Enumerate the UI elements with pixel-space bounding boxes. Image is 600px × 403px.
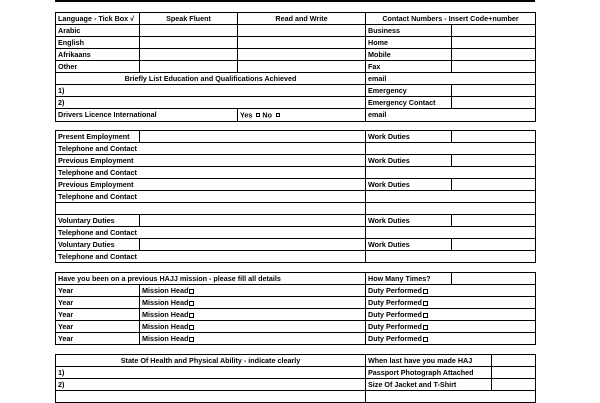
work-duties-label: Work Duties <box>366 155 452 167</box>
read-write-header: Read and Write <box>238 13 366 25</box>
contact-input[interactable] <box>452 49 536 61</box>
education-item-row <box>56 85 536 97</box>
read-write-cell[interactable] <box>238 49 366 61</box>
duty-performed-checkbox[interactable] <box>423 301 428 306</box>
mission-head-label: Mission Head <box>142 310 189 319</box>
voluntary-duties-input[interactable] <box>140 215 366 227</box>
yes-checkbox[interactable] <box>256 113 260 117</box>
mission-head-checkbox[interactable] <box>189 289 194 294</box>
duty-performed-checkbox[interactable] <box>423 313 428 318</box>
mission-head-checkbox[interactable] <box>189 325 194 330</box>
read-write-cell[interactable] <box>238 37 366 49</box>
contact-label: Mobile <box>366 49 452 61</box>
work-duties-continued[interactable] <box>366 227 536 239</box>
blank-cell[interactable] <box>56 203 366 215</box>
year-label[interactable]: Year <box>56 285 140 297</box>
hajj-row <box>56 321 536 333</box>
duty-performed-field <box>366 333 536 345</box>
duty-performed-label: Duty Performed <box>368 334 422 343</box>
contact-label: Emergency <box>366 85 452 97</box>
contact-label: email <box>366 109 536 122</box>
speak-fluent-cell[interactable] <box>140 37 238 49</box>
work-duties-label: Work Duties <box>366 131 452 143</box>
hajj-question: Have you been on a previous HAJJ mission - please fill all details <box>56 273 366 285</box>
duty-performed-label: Duty Performed <box>368 286 422 295</box>
language-row-other <box>56 61 536 73</box>
contact-input[interactable] <box>452 61 536 73</box>
contact-input[interactable] <box>452 25 536 37</box>
employment-row <box>56 227 536 239</box>
voluntary-duties-label: Voluntary Duties <box>56 239 140 251</box>
top-border-line <box>55 0 535 2</box>
hajj-header-row <box>56 273 536 285</box>
education-item-row <box>56 97 536 109</box>
previous-employment-label[interactable]: Previous Employment <box>56 179 366 191</box>
telephone-contact-label[interactable]: Telephone and Contact <box>56 167 366 179</box>
employment-row <box>56 191 536 203</box>
employment-table <box>55 130 536 263</box>
work-duties-input[interactable] <box>452 179 536 191</box>
work-duties-label: Work Duties <box>366 239 452 251</box>
mission-head-field <box>140 321 366 333</box>
hajj-row <box>56 309 536 321</box>
last-hajj-label: When last have you made HAJ <box>366 355 492 367</box>
health-header-row <box>56 355 536 367</box>
how-many-times-input[interactable] <box>452 273 536 285</box>
employment-row <box>56 215 536 227</box>
contact-label: Fax <box>366 61 452 73</box>
language-label: Arabic <box>56 25 140 37</box>
employment-row <box>56 167 536 179</box>
no-checkbox[interactable] <box>276 113 280 117</box>
duty-performed-field <box>366 321 536 333</box>
language-label: Afrikaans <box>56 49 140 61</box>
mission-head-field <box>140 285 366 297</box>
health-item-2[interactable]: 2) <box>56 379 366 391</box>
previous-employment-label[interactable]: Previous Employment <box>56 155 366 167</box>
employment-row <box>56 155 536 167</box>
hajj-mission-table <box>55 272 536 345</box>
employment-row <box>56 239 536 251</box>
health-row <box>56 379 536 391</box>
year-label[interactable]: Year <box>56 309 140 321</box>
work-duties-input[interactable] <box>452 239 536 251</box>
work-duties-label: Work Duties <box>366 215 452 227</box>
duty-performed-field <box>366 297 536 309</box>
work-duties-continued[interactable] <box>366 191 536 203</box>
duty-performed-checkbox[interactable] <box>423 337 428 342</box>
hajj-row <box>56 285 536 297</box>
language-label: English <box>56 37 140 49</box>
blank-cell[interactable] <box>366 203 536 215</box>
language-row-afrikaans <box>56 49 536 61</box>
work-duties-input[interactable] <box>452 215 536 227</box>
contact-input[interactable] <box>452 37 536 49</box>
employment-row <box>56 131 536 143</box>
yes-no-selector <box>238 109 366 122</box>
present-employment-label: Present Employment <box>56 131 140 143</box>
work-duties-continued[interactable] <box>366 167 536 179</box>
language-row-arabic <box>56 25 536 37</box>
education-item-2[interactable]: 2) <box>56 97 366 109</box>
mission-head-checkbox[interactable] <box>189 301 194 306</box>
voluntary-duties-input[interactable] <box>140 239 366 251</box>
duty-performed-label: Duty Performed <box>368 322 422 331</box>
language-header-row <box>56 13 536 25</box>
contact-label: Business <box>366 25 452 37</box>
mission-head-label: Mission Head <box>142 334 189 343</box>
work-duties-label: Work Duties <box>366 179 452 191</box>
telephone-contact-label[interactable]: Telephone and Contact <box>56 227 366 239</box>
contact-input[interactable] <box>452 85 536 97</box>
contact-label: Emergency Contact <box>366 97 452 109</box>
contact-input[interactable] <box>452 97 536 109</box>
health-title: State Of Health and Physical Ability - indicate clearly <box>56 355 366 367</box>
education-item-1[interactable]: 1) <box>56 85 366 97</box>
hajj-row <box>56 297 536 309</box>
mission-head-checkbox[interactable] <box>189 337 194 342</box>
voluntary-duties-label: Voluntary Duties <box>56 215 140 227</box>
work-duties-input[interactable] <box>452 155 536 167</box>
contact-label: email <box>366 73 536 85</box>
duty-performed-label: Duty Performed <box>368 310 422 319</box>
health-row <box>56 367 536 379</box>
language-row-english <box>56 37 536 49</box>
duty-performed-checkbox[interactable] <box>423 289 428 294</box>
mission-head-checkbox[interactable] <box>189 313 194 318</box>
health-spacer-row <box>56 391 536 403</box>
hajj-row <box>56 333 536 345</box>
telephone-contact-label[interactable]: Telephone and Contact <box>56 251 366 263</box>
year-label[interactable]: Year <box>56 321 140 333</box>
yes-label: Yes <box>240 110 253 120</box>
duty-performed-checkbox[interactable] <box>423 325 428 330</box>
employment-spacer-row <box>56 203 536 215</box>
health-table <box>55 354 536 403</box>
blank-cell[interactable] <box>56 391 366 403</box>
passport-photo-label: Passport Photograph Attached <box>366 367 492 379</box>
education-title: Briefly List Education and Qualifications Achieved <box>56 73 366 85</box>
employment-row <box>56 251 536 263</box>
mission-head-field <box>140 333 366 345</box>
duty-performed-label: Duty Performed <box>368 298 422 307</box>
telephone-contact-label[interactable]: Telephone and Contact <box>56 191 366 203</box>
no-label: No <box>262 110 272 120</box>
how-many-times-label: How Many Times? <box>366 273 452 285</box>
blank-cell[interactable] <box>366 391 536 403</box>
contact-label: Home <box>366 37 452 49</box>
mission-head-field <box>140 309 366 321</box>
read-write-cell[interactable] <box>238 61 366 73</box>
work-duties-input[interactable] <box>452 131 536 143</box>
health-item-1[interactable]: 1) <box>56 367 366 379</box>
drivers-licence-label: Drivers Licence International <box>56 109 238 122</box>
work-duties-continued[interactable] <box>366 251 536 263</box>
mission-head-label: Mission Head <box>142 286 189 295</box>
work-duties-continued[interactable] <box>366 143 536 155</box>
speak-fluent-header: Speak Fluent <box>140 13 238 25</box>
jacket-size-label: Size Of Jacket and T-Shirt <box>366 379 492 391</box>
telephone-contact-label[interactable]: Telephone and Contact <box>56 143 366 155</box>
mission-head-label: Mission Head <box>142 322 189 331</box>
speak-fluent-cell[interactable] <box>140 61 238 73</box>
present-employment-input[interactable] <box>140 131 366 143</box>
language-contact-table <box>55 12 536 122</box>
drivers-licence-row <box>56 109 536 122</box>
year-label[interactable]: Year <box>56 333 140 345</box>
jacket-size-input[interactable] <box>492 379 536 391</box>
speak-fluent-cell[interactable] <box>140 25 238 37</box>
speak-fluent-cell[interactable] <box>140 49 238 61</box>
duty-performed-field <box>366 309 536 321</box>
duty-performed-field <box>366 285 536 297</box>
read-write-cell[interactable] <box>238 25 366 37</box>
passport-photo-input[interactable] <box>492 367 536 379</box>
employment-row <box>56 179 536 191</box>
last-hajj-input[interactable] <box>492 355 536 367</box>
language-tick-header: Language - Tick Box √ <box>56 13 140 25</box>
contact-numbers-header: Contact Numbers - Insert Code+number <box>366 13 536 25</box>
mission-head-field <box>140 297 366 309</box>
employment-row <box>56 143 536 155</box>
year-label[interactable]: Year <box>56 297 140 309</box>
language-label: Other <box>56 61 140 73</box>
mission-head-label: Mission Head <box>142 298 189 307</box>
education-title-row <box>56 73 536 85</box>
